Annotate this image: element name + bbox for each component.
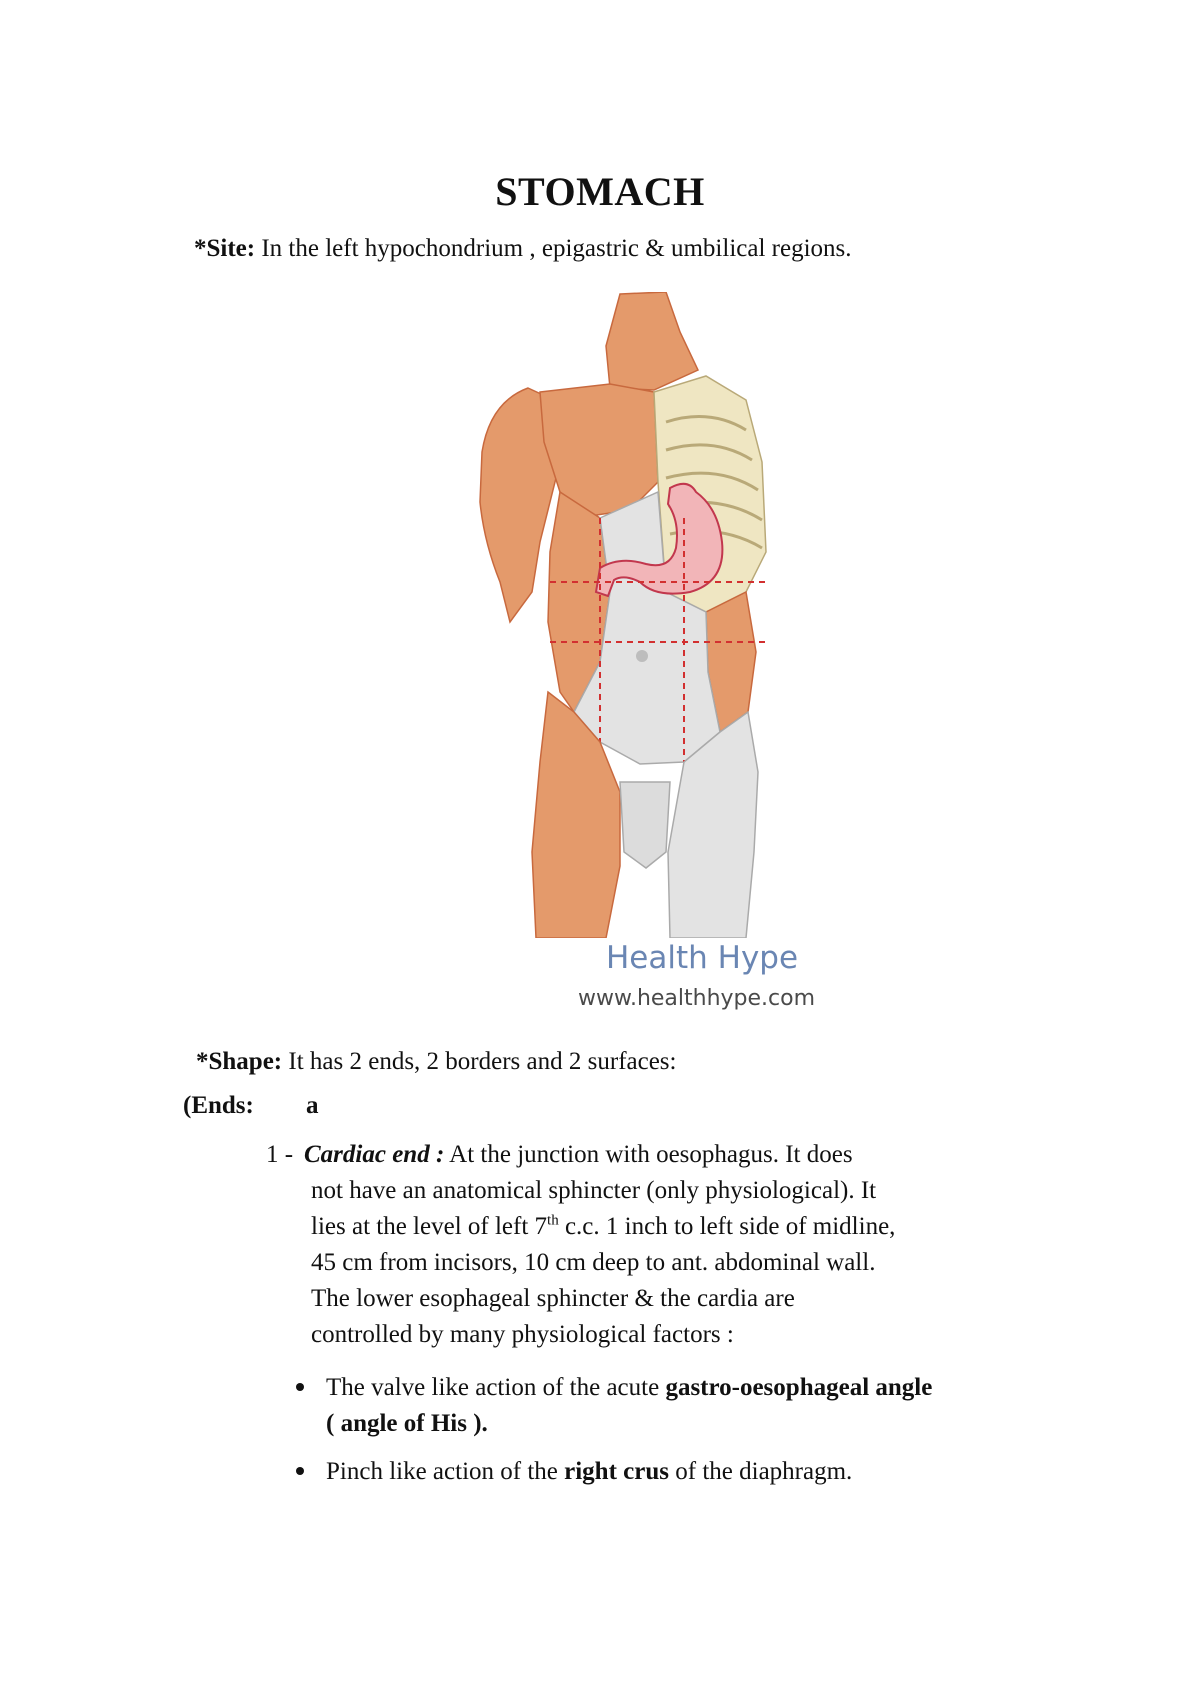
list-item xyxy=(296,1454,1036,1490)
cardiac-line-1 xyxy=(266,1137,1026,1173)
site-label: *Site: xyxy=(194,235,256,262)
bullet-bold: gastro-oesophageal angle xyxy=(665,1374,933,1401)
shape-text: It has 2 ends, 2 borders and 2 surfaces: xyxy=(282,1048,677,1075)
cardiac-line-5: The lower esophageal sphincter & the cardia are xyxy=(311,1285,795,1312)
ends-label: (Ends: xyxy=(183,1092,254,1119)
bullet-icon xyxy=(296,1383,304,1391)
pectoral-muscles xyxy=(540,384,658,516)
cardiac-line-6: controlled by many physiological factors : xyxy=(311,1321,734,1348)
cardiac-line-2: not have an anatomical sphincter (only physiological). It xyxy=(311,1177,877,1204)
cardiac-end-section xyxy=(266,1137,1026,1353)
bullet-bold: right crus xyxy=(564,1458,669,1485)
page-title: STOMACH xyxy=(495,169,705,214)
shape-label: *Shape: xyxy=(196,1048,283,1075)
bullet-icon xyxy=(296,1467,304,1475)
cardiac-line-3 xyxy=(266,1209,1026,1245)
bullet-text: The valve like action of the acute xyxy=(326,1374,666,1401)
ends-marker: a xyxy=(306,1092,319,1119)
bullet-text: Pinch like action of the xyxy=(326,1458,565,1485)
figure-credit-url: www.healthhype.com xyxy=(578,986,816,1011)
factor-bullet-list xyxy=(296,1370,1036,1502)
neck-muscles xyxy=(606,292,698,390)
torso-anatomy-illustration xyxy=(470,292,830,938)
cardiac-term: Cardiac end : xyxy=(304,1141,445,1168)
groin xyxy=(620,782,670,868)
item-number: 1 - xyxy=(266,1141,294,1168)
list-item xyxy=(296,1370,1036,1442)
site-paragraph xyxy=(194,235,852,263)
cardiac-line-1-text: At the junction with oesophagus. It does xyxy=(444,1141,853,1168)
ordinal-suffix: th xyxy=(547,1212,559,1229)
cardiac-line-3-post: c.c. 1 inch to left side of midline, xyxy=(558,1213,896,1240)
bullet-bold-continued: ( angle of His ). xyxy=(326,1410,488,1437)
site-text: In the left hypochondrium , epigastric & umbilical regions. xyxy=(255,235,852,262)
shape-paragraph xyxy=(196,1048,676,1076)
umbilicus xyxy=(636,650,648,662)
cardiac-line-3-pre: lies at the level of left 7 xyxy=(311,1213,548,1240)
ends-heading xyxy=(183,1092,319,1120)
bullet-text-post: of the diaphragm. xyxy=(669,1458,853,1485)
figure-credit-brand: Health Hype xyxy=(606,940,799,976)
cardiac-line-4: 45 cm from incisors, 10 cm deep to ant. abdominal wall. xyxy=(311,1249,876,1276)
